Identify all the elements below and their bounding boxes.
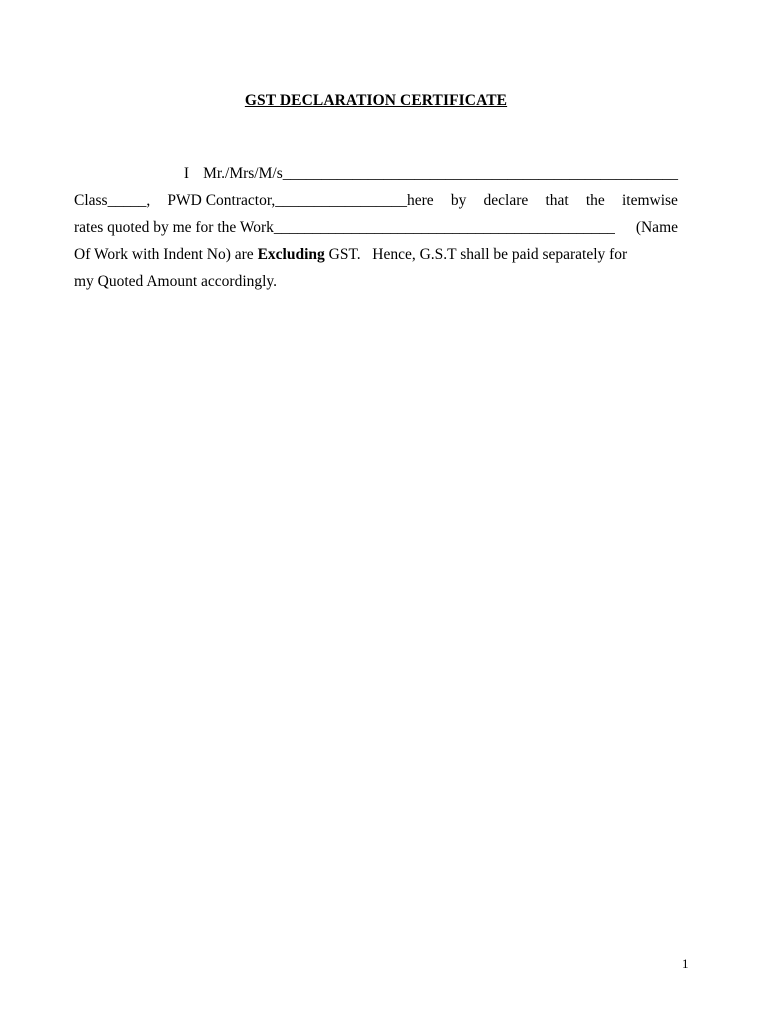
excluding-bold-text: Excluding <box>257 246 325 263</box>
name-open-text: (Name <box>635 219 678 236</box>
paragraph-line-5: my Quoted Amount accordingly. <box>74 273 278 290</box>
name-blank: ___________________________________________________ <box>282 165 678 182</box>
work-text: rates quoted by me for the Work <box>74 219 274 236</box>
line4-suffix: GST. Hence, G.S.T shall be paid separately for <box>328 246 628 263</box>
class-segment <box>74 187 150 214</box>
class-blank: _____, <box>107 192 151 209</box>
line4-prefix: Of Work with Indent No) are <box>74 246 254 263</box>
work-segment <box>74 214 615 241</box>
pronoun-text: I <box>183 165 190 182</box>
contractor-segment <box>167 187 433 214</box>
paragraph-line-4 <box>74 241 678 268</box>
page-number: 1 <box>682 956 689 971</box>
word-here: here <box>407 192 434 209</box>
word-declare: declare <box>483 192 529 209</box>
paragraph-line-3 <box>74 214 678 241</box>
work-blank: ____________________________________________ <box>273 219 615 236</box>
word-that: that <box>545 192 569 209</box>
word-itemwise: itemwise <box>621 192 678 209</box>
contractor-blank: _________________ <box>275 192 407 209</box>
paragraph-line-1 <box>74 160 678 187</box>
declaration-paragraph <box>74 160 678 295</box>
salutation-text: Mr./Mrs/M/s <box>203 165 283 182</box>
contractor-label: PWD Contractor, <box>167 192 276 209</box>
class-label: Class <box>74 192 108 209</box>
paragraph-line-2 <box>74 187 678 214</box>
word-the: the <box>585 192 605 209</box>
word-by: by <box>450 192 467 209</box>
page-title: GST DECLARATION CERTIFICATE <box>244 92 508 109</box>
